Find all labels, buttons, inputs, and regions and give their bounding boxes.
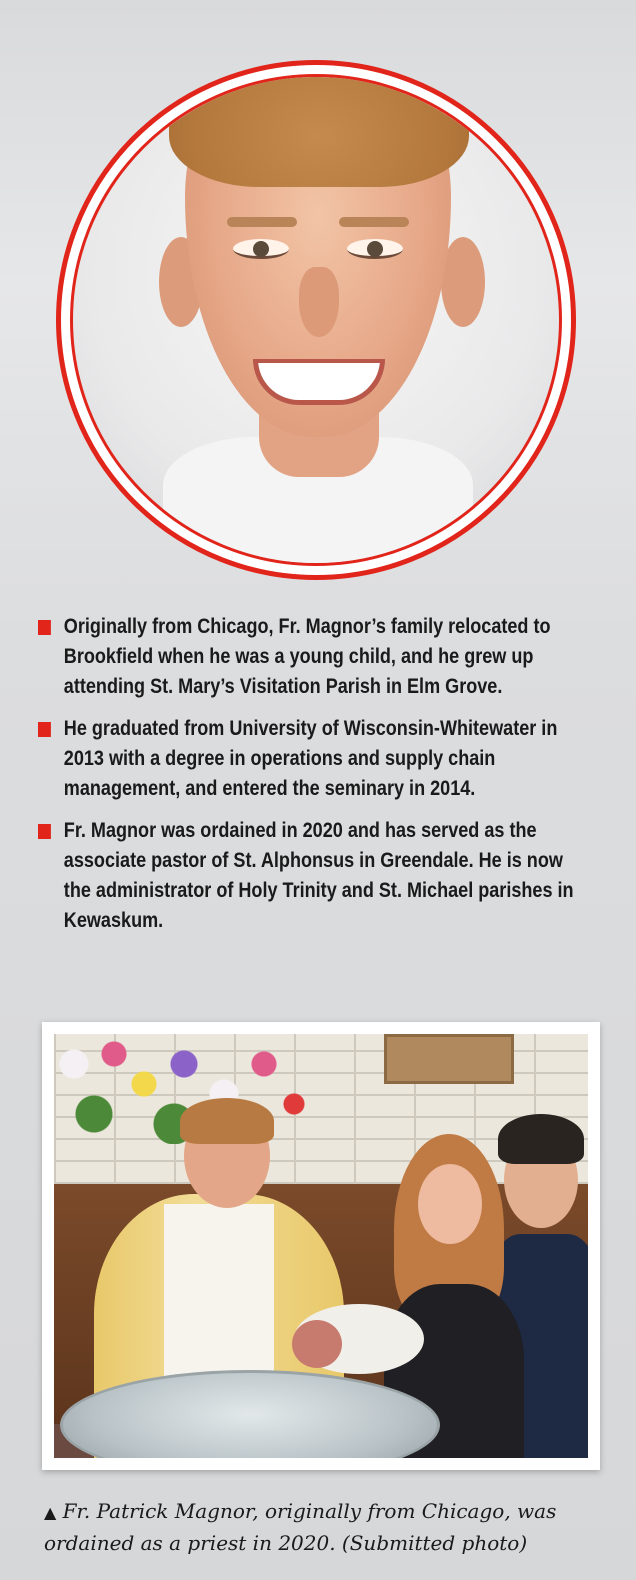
bullet-text: Originally from Chicago, Fr. Magnor’s family relocated to Brookfield when he was a young child, and he grew up attending St. Mary’s Visitation Parish in Elm Grove. [63,615,551,698]
red-square-icon [38,722,51,737]
wall-relief [384,1034,514,1084]
triangle-up-icon: ▲ [44,1503,57,1522]
photo-caption [44,1496,604,1558]
infant-head [292,1320,342,1368]
left-eyebrow [227,217,297,227]
baptism-photo-frame [42,1022,600,1470]
bullet-text: Fr. Magnor was ordained in 2020 and has served as the associate pastor of St. Alphonsus in Greendale. He is now the administrator of Holy Trinity and St. Michael parishes in Kewaskum. [63,819,574,932]
bullet-list [38,612,598,948]
left-eye [233,239,289,259]
portrait-circle [56,60,576,580]
caption-text: Fr. Patrick Magnor, originally from Chicago, was ordained as a priest in 2020. (Submitted photo) [44,1499,557,1555]
red-square-icon [38,620,51,635]
bullet-text: He graduated from University of Wisconsin-Whitewater in 2013 with a degree in operations and supply chain management, and entered the seminary in 2014. [63,717,558,800]
bullet-item [38,816,588,936]
right-eye [347,239,403,259]
right-eyebrow [339,217,409,227]
portrait-photo [70,74,562,566]
bullet-item [38,714,588,804]
nose [299,267,339,337]
baptism-photo [54,1034,588,1458]
bullet-item [38,612,588,702]
hair [169,74,469,187]
red-square-icon [38,824,51,839]
